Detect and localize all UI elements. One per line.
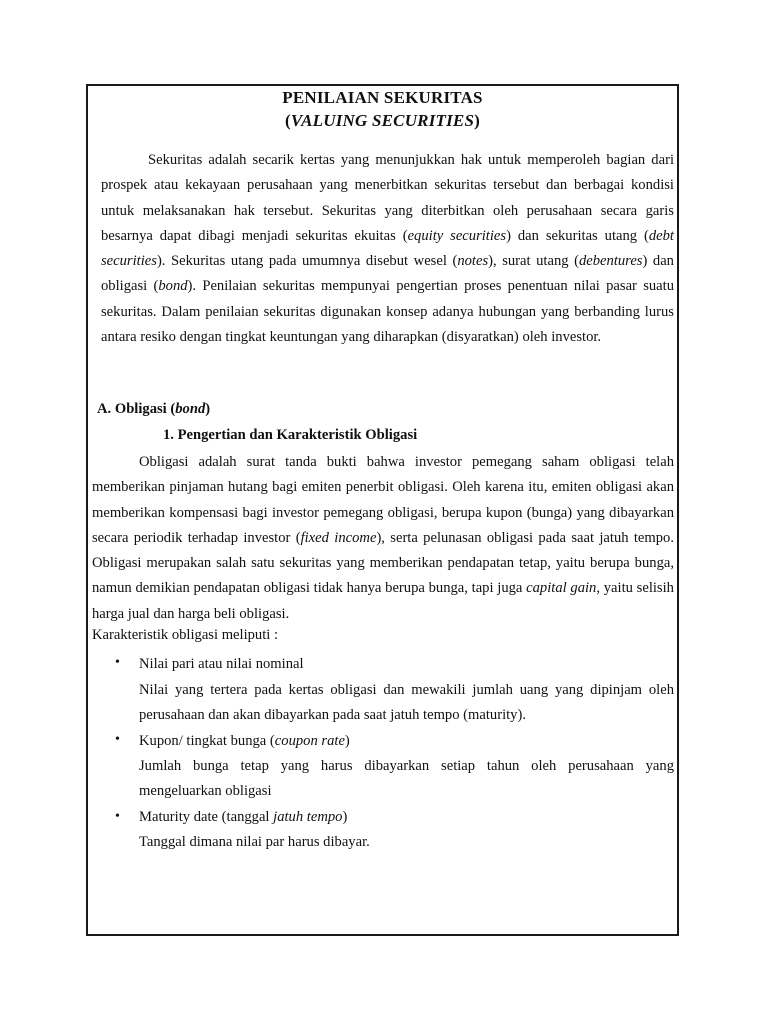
subtitle-italic: VALUING SECURITIES [290,111,475,130]
list-item-head: Maturity date (tanggal jatuh tempo) [139,809,348,825]
karakteristik-label: Karakteristik obligasi meliputi : [92,627,279,643]
list-item-head: Kupon/ tingkat bunga (coupon rate) [139,733,350,749]
list-item-desc: Jumlah bunga tetap yang harus dibayarkan setiap tahun oleh perusahaan yang mengeluarkan obligasi [139,758,674,800]
section-a-heading: A. Obligasi (bond) [97,401,211,417]
bullet-icon: • [115,732,120,747]
obligasi-paragraph: Obligasi adalah surat tanda bukti bahwa investor pemegang saham obligasi telah memberikan pinjaman hutang bagi emiten penerbit obligasi. Oleh karena itu, emiten obligasi akan memberikan kompensasi bagi investor pemegang obligasi, berupa kupon (bunga) yang dibayarkan secara periodik terhadap investor (fixed income), serta pelunasan obligasi pada saat jatuh tempo. Obligasi merupakan salah satu sekuritas yang memberikan pendapatan tetap, yaitu berupa bunga, namun demikian pendapatan obligasi tidak hanya berupa bunga, tapi juga capital gain, yaitu selisih harga jual dan harga beli obligasi. [92,454,674,622]
bullet-icon: • [115,655,120,670]
page-subtitle: (VALUING SECURITIES) [284,111,480,130]
page-title: PENILAIAN SEKURITAS [282,88,483,107]
intro-paragraph: Sekuritas adalah secarik kertas yang menunjukkan hak untuk memperoleh bagian dari prospek atau kekayaan perusahaan yang menerbitkan sekuritas tersebut dan berbagai kondisi untuk melaksanakan hak tersebut. Sekuritas yang diterbitkan oleh perusahaan secara garis besarnya dapat dibagi menjadi sekuritas ekuitas (equity securities) dan sekuritas utang (debt securities). Sekuritas utang pada umumnya disebut wesel (notes), surat utang (debentures) dan obligasi (bond). Penilaian sekuritas mempunyai pengertian proses penentuan nilai pasar suatu sekuritas. Dalam penilaian sekuritas digunakan konsep adanya hubungan yang berbanding lurus antara resiko dengan tingkat keuntungan yang diharapkan (disyaratkan) oleh investor. [101,152,674,346]
list-item-head: Nilai pari atau nilai nominal [139,656,304,672]
list-item-desc: Nilai yang tertera pada kertas obligasi dan mewakili jumlah uang yang dipinjam oleh perusahaan dan akan dibayarkan pada saat jatuh tempo (maturity). [139,682,674,724]
subsection-1-heading: 1. Pengertian dan Karakteristik Obligasi [163,427,418,443]
bullet-icon: • [115,809,120,824]
list-item-desc: Tanggal dimana nilai par harus dibayar. [139,834,370,850]
